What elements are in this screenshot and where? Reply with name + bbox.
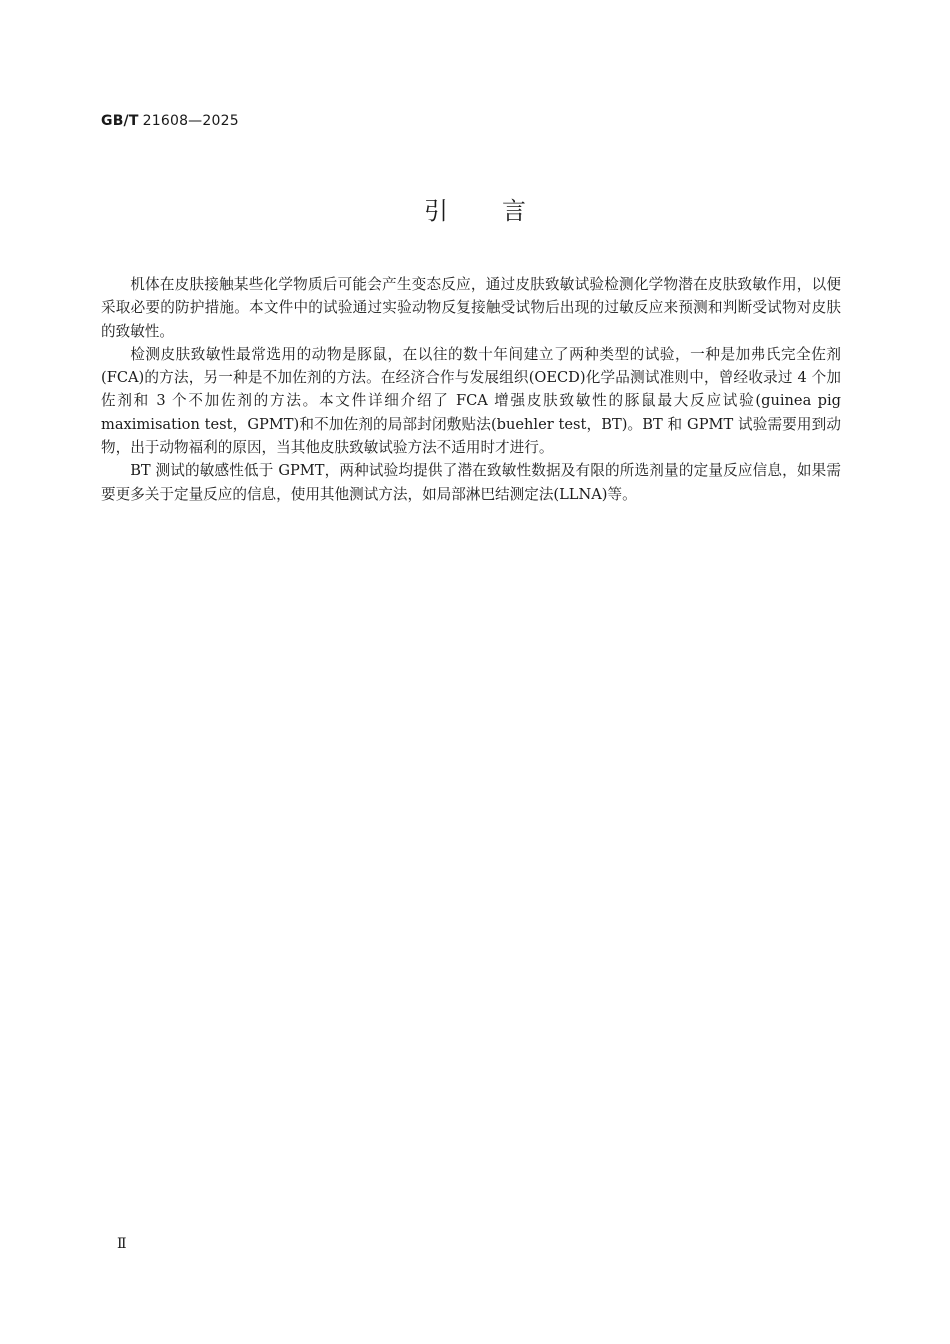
- paragraph-1: 机体在皮肤接触某些化学物质后可能会产生变态反应，通过皮肤致敏试验检测化学物潜在皮肤致敏作用，以便采取必要的防护措施。本文件中的试验通过实验动物反复接触受试物后出现的过敏反应来预测和判断受试物对皮肤的致敏性。: [101, 276, 841, 340]
- page-number: Ⅱ: [117, 1236, 127, 1252]
- paragraph-3: BT 测试的敏感性低于 GPMT，两种试验均提供了潜在致敏性数据及有限的所选剂量的定量反应信息，如果需要更多关于定量反应的信息，使用其他测试方法，如局部淋巴结测定法(LLNA)等。: [101, 462, 841, 503]
- standard-number: 21608—2025: [142, 113, 239, 129]
- standard-prefix: GB/T: [101, 113, 139, 129]
- document-header: [101, 113, 239, 129]
- paragraph-2: 检测皮肤致敏性最常选用的动物是豚鼠，在以往的数十年间建立了两种类型的试验，一种是加弗氏完全佐剂(FCA)的方法，另一种是不加佐剂的方法。在经济合作与发展组织(OECD)化学品测试准则中，曾经收录过 4 个加佐剂和 3 个不加佐剂的方法。本文件详细介绍了 FCA 增强皮肤致敏性的豚鼠最大反应试验(guinea pig maximisation test，GPMT)和不加佐剂的局部封闭敷贴法(buehler test，BT)。BT 和 GPMT 试验需要用到动物，出于动物福利的原因，当其他皮肤致敏试验方法不适用时才进行。: [101, 345, 841, 457]
- body-text: [101, 273, 841, 506]
- section-title: 引言: [424, 197, 580, 225]
